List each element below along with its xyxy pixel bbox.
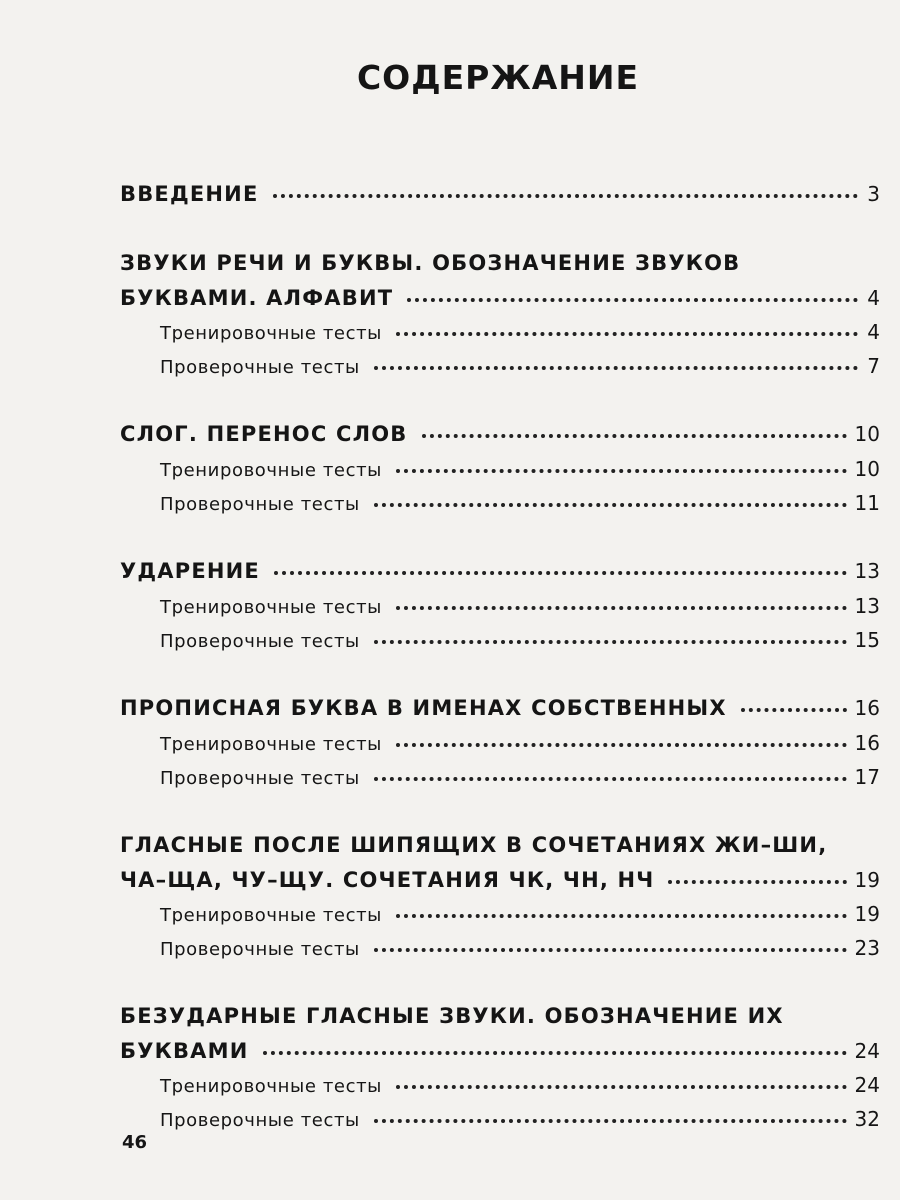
subsection-page-number: 4 bbox=[867, 320, 880, 344]
toc-entry-line[interactable] bbox=[120, 827, 880, 863]
toc-section bbox=[120, 998, 880, 1136]
toc-entry[interactable] bbox=[120, 1034, 880, 1068]
toc-section bbox=[120, 827, 880, 965]
toc-entry[interactable] bbox=[120, 553, 880, 589]
subsection-page-number: 15 bbox=[854, 628, 880, 652]
subsection-label: Проверочные тесты bbox=[160, 631, 360, 652]
dot-leader bbox=[374, 503, 847, 507]
toc-subentry[interactable] bbox=[120, 897, 880, 931]
toc-subentry[interactable] bbox=[120, 726, 880, 760]
toc-subentry[interactable] bbox=[120, 589, 880, 623]
dot-leader bbox=[374, 640, 847, 644]
toc-subentry[interactable] bbox=[120, 760, 880, 794]
subsection-page-number: 32 bbox=[854, 1107, 880, 1131]
subsection-page-number: 24 bbox=[854, 1073, 880, 1097]
toc-entry[interactable] bbox=[120, 176, 880, 212]
section-heading: БЕЗУДАРНЫЕ ГЛАСНЫЕ ЗВУКИ. ОБОЗНАЧЕНИЕ ИХ bbox=[120, 1004, 784, 1028]
section-heading: ЧА–ЩА, ЧУ–ЩУ. СОЧЕТАНИЯ ЧК, ЧН, НЧ bbox=[120, 868, 655, 892]
subsection-page-number: 19 bbox=[854, 902, 880, 926]
table-of-contents bbox=[120, 176, 880, 1169]
dot-leader bbox=[374, 1119, 847, 1123]
section-heading: БУКВАМИ. АЛФАВИТ bbox=[120, 286, 394, 310]
toc-entry-line[interactable] bbox=[120, 245, 880, 281]
section-page-number: 24 bbox=[854, 1039, 880, 1063]
toc-section bbox=[120, 245, 880, 383]
section-heading: ВВЕДЕНИЕ bbox=[120, 182, 259, 206]
subsection-label: Тренировочные тесты bbox=[160, 460, 382, 481]
subsection-label: Тренировочные тесты bbox=[160, 905, 382, 926]
toc-entry-line[interactable] bbox=[120, 998, 880, 1034]
section-heading: СЛОГ. ПЕРЕНОС СЛОВ bbox=[120, 422, 408, 446]
subsection-page-number: 10 bbox=[854, 457, 880, 481]
subsection-label: Проверочные тесты bbox=[160, 768, 360, 789]
subsection-label: Тренировочные тесты bbox=[160, 734, 382, 755]
section-heading: ГЛАСНЫЕ ПОСЛЕ ШИПЯЩИХ В СОЧЕТАНИЯХ ЖИ–ШИ, bbox=[120, 833, 828, 857]
dot-leader bbox=[374, 777, 847, 781]
toc-subentry[interactable] bbox=[120, 1102, 880, 1136]
toc-subentry[interactable] bbox=[120, 349, 880, 383]
toc-entry[interactable] bbox=[120, 281, 880, 315]
toc-subentry[interactable] bbox=[120, 486, 880, 520]
section-page-number: 10 bbox=[854, 422, 880, 446]
dot-leader bbox=[396, 743, 847, 747]
dot-leader bbox=[273, 194, 858, 198]
subsection-page-number: 23 bbox=[854, 936, 880, 960]
dot-leader bbox=[263, 1051, 847, 1055]
subsection-page-number: 16 bbox=[854, 731, 880, 755]
toc-section bbox=[120, 416, 880, 520]
dot-leader bbox=[407, 298, 858, 302]
section-heading: БУКВАМИ bbox=[120, 1039, 249, 1063]
page-title: СОДЕРЖАНИЕ bbox=[356, 58, 640, 97]
toc-section bbox=[120, 176, 880, 212]
dot-leader bbox=[396, 469, 847, 473]
toc-entry[interactable] bbox=[120, 416, 880, 452]
subsection-label: Проверочные тесты bbox=[160, 494, 360, 515]
section-heading: УДАРЕНИЕ bbox=[120, 559, 260, 583]
section-page-number: 13 bbox=[854, 559, 880, 583]
toc-subentry[interactable] bbox=[120, 1068, 880, 1102]
section-page-number: 4 bbox=[867, 286, 880, 310]
section-page-number: 19 bbox=[854, 868, 880, 892]
dot-leader bbox=[374, 948, 847, 952]
section-page-number: 3 bbox=[867, 182, 880, 206]
dot-leader bbox=[396, 606, 847, 610]
subsection-page-number: 11 bbox=[854, 491, 880, 515]
subsection-page-number: 17 bbox=[854, 765, 880, 789]
dot-leader bbox=[668, 880, 846, 884]
toc-section bbox=[120, 553, 880, 657]
section-heading: ПРОПИСНАЯ БУКВА В ИМЕНАХ СОБСТВЕННЫХ bbox=[120, 696, 727, 720]
dot-leader bbox=[396, 914, 847, 918]
dot-leader bbox=[396, 1085, 847, 1089]
subsection-label: Проверочные тесты bbox=[160, 939, 360, 960]
subsection-label: Тренировочные тесты bbox=[160, 323, 382, 344]
subsection-label: Тренировочные тесты bbox=[160, 597, 382, 618]
subsection-label: Проверочные тесты bbox=[160, 1110, 360, 1131]
subsection-page-number: 13 bbox=[854, 594, 880, 618]
toc-subentry[interactable] bbox=[120, 315, 880, 349]
section-heading: ЗВУКИ РЕЧИ И БУКВЫ. ОБОЗНАЧЕНИЕ ЗВУКОВ bbox=[120, 251, 741, 275]
toc-subentry[interactable] bbox=[120, 623, 880, 657]
page-number: 46 bbox=[122, 1132, 148, 1153]
toc-subentry[interactable] bbox=[120, 452, 880, 486]
toc-subentry[interactable] bbox=[120, 931, 880, 965]
dot-leader bbox=[274, 571, 847, 575]
dot-leader bbox=[396, 332, 858, 336]
dot-leader bbox=[741, 708, 847, 712]
toc-entry[interactable] bbox=[120, 690, 880, 726]
toc-entry[interactable] bbox=[120, 863, 880, 897]
subsection-page-number: 7 bbox=[867, 354, 880, 378]
dot-leader bbox=[422, 434, 847, 438]
toc-section bbox=[120, 690, 880, 794]
subsection-label: Тренировочные тесты bbox=[160, 1076, 382, 1097]
subsection-label: Проверочные тесты bbox=[160, 357, 360, 378]
section-page-number: 16 bbox=[854, 696, 880, 720]
dot-leader bbox=[374, 366, 858, 370]
